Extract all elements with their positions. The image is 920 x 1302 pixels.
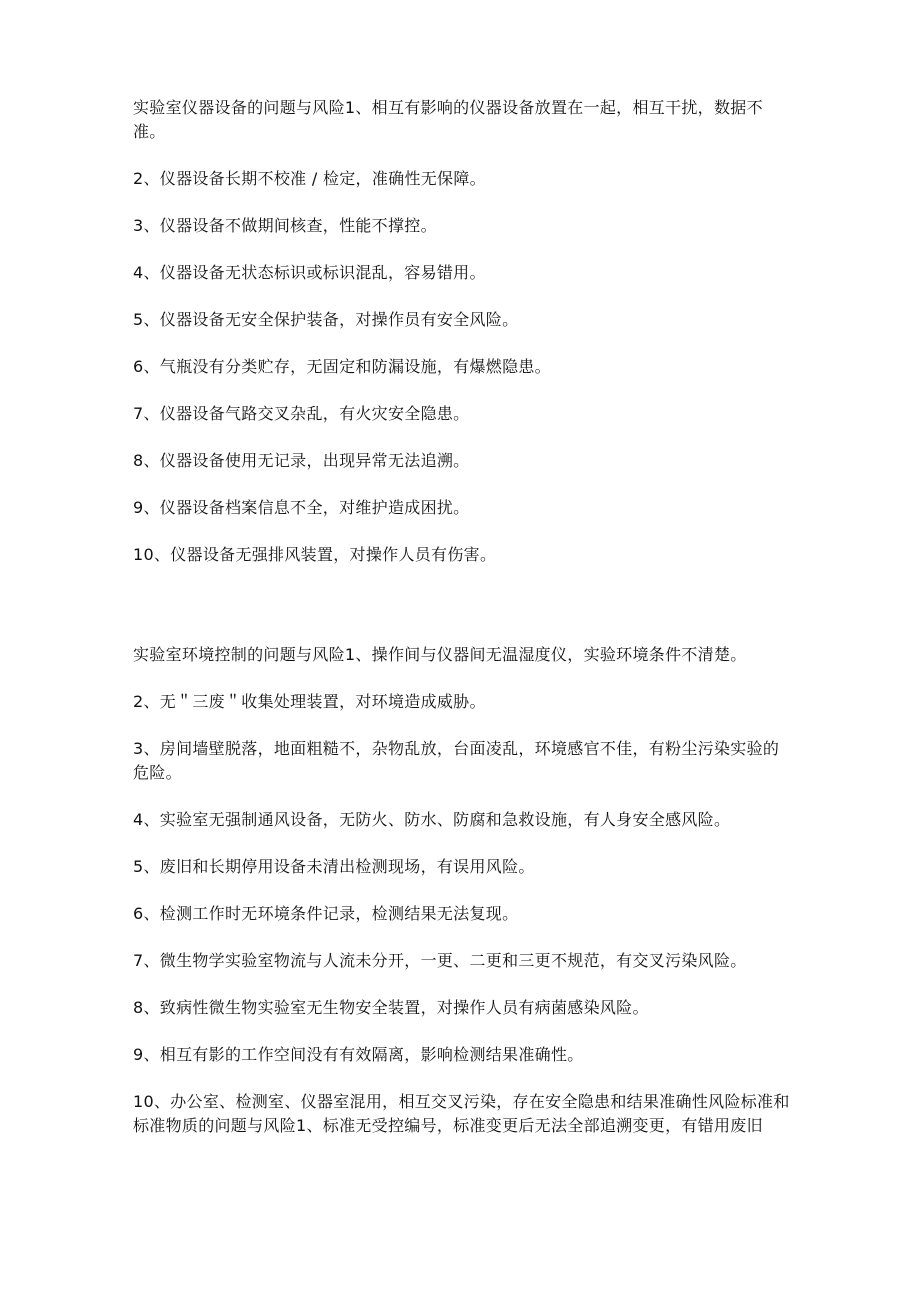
section-environment-risks	[133, 643, 793, 1138]
paragraph: 2、仪器设备长期不校准 / 检定，准确性无保障。	[133, 169, 486, 188]
paragraph: 4、仪器设备无状态标识或标识混乱，容易错用。	[133, 263, 486, 282]
paragraph: 4、实验室无强制通风设备，无防火、防水、防腐和急救设施，有人身安全感风险。	[133, 810, 731, 829]
paragraph: 3、房间墙壁脱落，地面粗糙不，杂物乱放，台面凌乱，环境感官不佳，有粉尘污染实验的危险。	[133, 739, 780, 782]
paragraph: 6、检测工作时无环境条件记录，检测结果无法复现。	[133, 904, 519, 923]
paragraph: 3、仪器设备不做期间核查，性能不撑控。	[133, 216, 437, 235]
paragraph: 6、气瓶没有分类贮存，无固定和防漏设施，有爆燃隐患。	[133, 357, 551, 376]
paragraph: 2、无＂三废＂收集处理装置，对环境造成威胁。	[133, 692, 486, 711]
paragraph: 7、仪器设备气路交叉杂乱，有火灾安全隐患。	[133, 404, 470, 423]
paragraph: 5、仪器设备无安全保护装备，对操作员有安全风险。	[133, 310, 519, 329]
paragraph: 9、仪器设备档案信息不全，对维护造成困扰。	[133, 498, 470, 517]
paragraph: 5、废旧和长期停用设备未清出检测现场，有误用风险。	[133, 857, 535, 876]
paragraph: 10、仪器设备无强排风装置，对操作人员有伤害。	[133, 545, 497, 564]
paragraph: 实验室仪器设备的问题与风险1、相互有影响的仪器设备放置在一起，相互干扰，数据不准。	[133, 98, 763, 141]
section-instrument-risks	[133, 96, 793, 567]
paragraph: 7、微生物学实验室物流与人流未分开，一更、二更和三更不规范，有交叉污染风险。	[133, 951, 747, 970]
paragraph: 8、致病性微生物实验室无生物安全装置，对操作人员有病菌感染风险。	[133, 998, 649, 1017]
paragraph: 9、相互有影的工作空间没有有效隔离，影响检测结果准确性。	[133, 1045, 584, 1064]
paragraph: 实验室环境控制的问题与风险1、操作间与仪器间无温湿度仪，实验环境条件不清楚。	[133, 645, 747, 664]
paragraph: 8、仪器设备使用无记录，出现异常无法追溯。	[133, 451, 470, 470]
document-page	[133, 96, 793, 1161]
paragraph: 10、办公室、检测室、仪器室混用，相互交叉污染，存在安全隐患和结果准确性风险标准和标准物质的问题与风险1、标准无受控编号，标准变更后无法全部追溯变更，有错用废旧	[133, 1092, 790, 1135]
